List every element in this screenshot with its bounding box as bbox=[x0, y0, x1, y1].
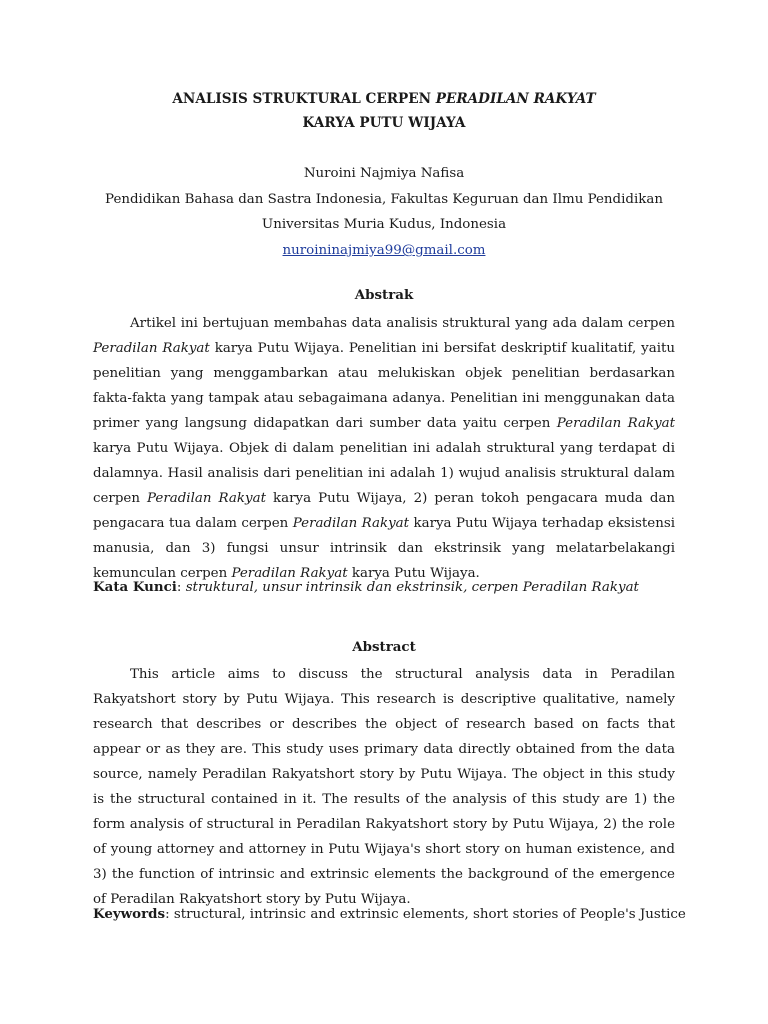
author-email-link[interactable]: nuroininajmiya99@gmail.com bbox=[282, 243, 486, 259]
kata-kunci-value: struktural, unsur intrinsik dan ekstrinsik, cerpen Peradilan Rakyat bbox=[185, 580, 639, 595]
abstrak-heading: Abstrak bbox=[354, 287, 414, 303]
paper-title bbox=[0, 87, 768, 135]
author-block bbox=[0, 161, 768, 264]
title-line-1: ANALISIS STRUKTURAL CERPEN PERADILAN RAKYAT bbox=[172, 91, 596, 107]
keywords-label: Keywords bbox=[93, 906, 166, 922]
kata-kunci: Kata Kunci: struktural, unsur intrinsik dan ekstrinsik, cerpen Peradilan Rakyat bbox=[93, 579, 639, 595]
author-name: Nuroini Najmiya Nafisa bbox=[303, 166, 465, 181]
keywords-value: structural, intrinsic and extrinsic elements, short stories of People's Justice bbox=[173, 907, 686, 922]
kata-kunci-label: Kata Kunci bbox=[93, 579, 177, 595]
abstract-text: This article aims to discuss the structural analysis data in Peradilan Rakyatshort story by Putu Wijaya. This research is descriptive qualitative, namely research that describes or describes the object of research based on facts that appear or as they are. This study uses primary data directly obtained from the data source, namely Peradilan Rakyatshort story by Putu Wijaya. The object in this study is the structural contained in it. The results of the analysis of this study are 1) the form analysis of structural in Peradilan Rakyatshort story by Putu Wijaya, 2) the role of young attorney and attorney in Putu Wijaya's short story on human existence, and 3) the function of intrinsic and extrinsic elements the background of the emergence of Peradilan Rakyatshort story by Putu Wijaya. bbox=[93, 667, 675, 908]
author-affiliation-1: Pendidikan Bahasa dan Sastra Indonesia, Fakultas Keguruan dan Ilmu Pendidikan bbox=[105, 191, 663, 207]
title-line-2: KARYA PUTU WIJAYA bbox=[302, 115, 466, 131]
keywords: Keywords: structural, intrinsic and extrinsic elements, short stories of People's Justice bbox=[93, 906, 686, 922]
abstrak-text: Artikel ini bertujuan membahas data analisis struktural yang ada dalam cerpen Peradilan Rakyat karya Putu Wijaya. Penelitian ini bersifat deskriptif kualitatif, yaitu penelitian yang menggambarkan atau melukiskan objek penelitian berdasarkan fakta-fakta yang tampak atau sebagaimana adanya. Penelitian ini menggunakan data primer yang langsung didapatkan dari sumber data yaitu cerpen Peradilan Rakyat karya Putu Wijaya. Objek di dalam penelitian ini adalah struktural yang terdapat di dalamnya. Hasil analisis dari penelitian ini adalah 1) wujud analisis struktural dalam cerpen Peradilan Rakyat karya Putu Wijaya, 2) peran tokoh pengacara muda dan pengacara tua dalam cerpen Peradilan Rakyat karya Putu Wijaya terhadap eksistensi manusia, dan 3) fungsi unsur intrinsik dan ekstrinsik yang melatarbelakangi kemunculan cerpen Peradilan Rakyat karya Putu Wijaya. bbox=[93, 316, 675, 582]
abstract-heading: Abstract bbox=[352, 639, 416, 655]
author-affiliation-2: Universitas Muria Kudus, Indonesia bbox=[261, 217, 507, 233]
title-italic-part: PERADILAN RAKYAT bbox=[435, 91, 596, 107]
